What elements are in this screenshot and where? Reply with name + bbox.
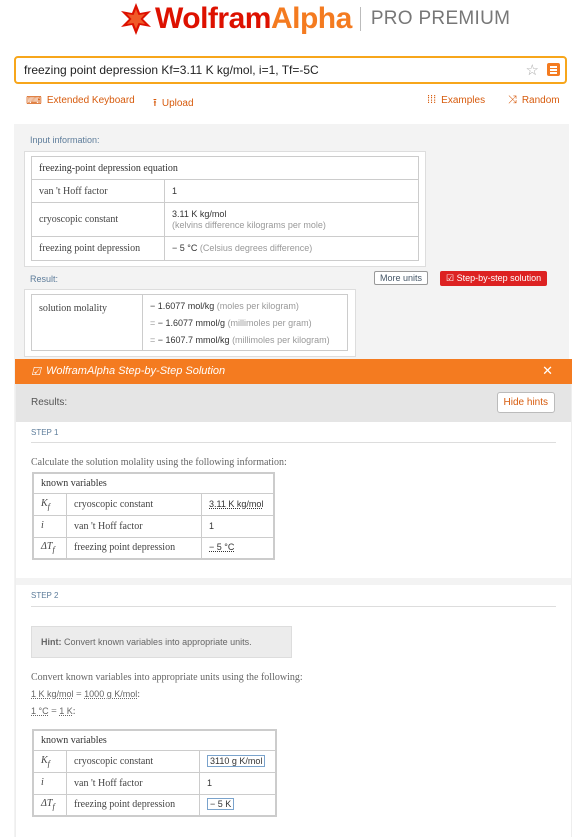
results-bar — [16, 384, 571, 422]
examples-label: Examples — [441, 94, 486, 106]
known-variable-row: $K_f$ cryoscopic constant 3110 g K/mol — [33, 750, 276, 772]
input-row-name: van 't Hoff factor — [32, 180, 165, 203]
step-2-text: Convert known variables into appropriate units using the following: — [31, 672, 303, 683]
step-2-known-variables-table — [32, 729, 277, 817]
wolfram-star-icon — [119, 2, 153, 36]
equation-header: freezing-point depression equation — [32, 157, 419, 180]
random-label: Random — [521, 95, 560, 106]
input-row-note: (Celsius degrees difference) — [199, 243, 313, 253]
step-2-divider — [31, 606, 556, 607]
extended-keyboard-label: Extended Keyboard — [46, 95, 135, 106]
result-table — [31, 294, 348, 351]
known-variable-row: i van 't Hoff factor 1 — [33, 515, 274, 537]
step-by-step-header — [15, 359, 572, 384]
known-variable-row: $\Delta T_f$ freezing point depression − 5 °C — [33, 537, 274, 559]
pro-premium-label: PRO PREMIUM — [370, 8, 511, 29]
step-separator — [16, 578, 571, 585]
input-row-value: − 5 °C — [172, 243, 198, 253]
logo-divider — [360, 7, 361, 31]
examples-button[interactable] — [427, 94, 485, 106]
input-row-value: 1 — [172, 185, 178, 196]
step-1-known-variables-table — [32, 472, 275, 560]
input-row-note: (kelvins difference kilograms per mole) — [172, 219, 326, 230]
random-button[interactable] — [508, 94, 560, 107]
step-by-step-label: Step-by-step solution — [456, 273, 542, 283]
input-information-label: Input information: — [30, 135, 100, 145]
result-label: Result: — [30, 274, 59, 284]
upload-icon: ⭱ — [153, 97, 157, 109]
step-1-label: STEP 1 — [31, 428, 59, 437]
step-by-step-icon: ☑ — [31, 366, 41, 378]
conversion-2: 1 °C = 1 K: — [31, 706, 76, 717]
input-row-name: cryoscopic constant — [32, 203, 165, 237]
step-by-step-body — [15, 384, 572, 837]
extended-keyboard-button[interactable] — [26, 94, 135, 107]
known-variable-row: $K_f$ cryoscopic constant 3.11 K kg/mol — [33, 493, 274, 515]
known-variables-header: known variables — [33, 473, 274, 493]
keyboard-icon: ⌨ — [26, 95, 42, 107]
upload-button[interactable] — [153, 94, 194, 113]
hint-box — [31, 626, 292, 658]
header — [0, 0, 575, 44]
shuffle-icon: ⤨ — [508, 94, 517, 106]
hide-hints-button[interactable]: Hide hints — [497, 392, 555, 413]
known-variable-row: $\Delta T_f$ freezing point depression − 5 K — [33, 794, 276, 816]
input-toolbar — [0, 94, 575, 108]
search-input[interactable] — [24, 61, 504, 79]
step-by-step-button[interactable] — [440, 271, 547, 286]
results-label: Results: — [31, 397, 68, 408]
result-line: − 1.6077 mol/kg (moles per kilogram) — [150, 301, 299, 311]
step-2-label: STEP 2 — [31, 591, 59, 600]
more-units-button[interactable]: More units — [374, 271, 428, 285]
star-icon[interactable]: ☆ — [525, 62, 539, 79]
result-line: = − 1607.7 mmol/kg (millimoles per kilogram) — [150, 335, 330, 345]
known-variables-header: known variables — [33, 730, 276, 750]
upload-label: Upload — [161, 98, 194, 109]
close-icon[interactable]: ✕ — [542, 363, 553, 378]
wolframalpha-logo[interactable] — [119, 2, 510, 36]
hint-text: Convert known variables into appropriate units. — [64, 637, 252, 647]
step-by-step-title: WolframAlpha Step-by-Step Solution — [46, 365, 226, 377]
input-row-name: freezing point depression — [32, 237, 165, 261]
known-variable-row: i van 't Hoff factor 1 — [33, 772, 276, 794]
logo-wolfram-text: Wolfram — [155, 2, 271, 35]
hint-label: Hint: — [41, 637, 62, 647]
step-1-divider — [31, 442, 556, 443]
input-information-table — [31, 156, 419, 261]
result-line: = − 1.6077 mmol/g (millimoles per gram) — [150, 318, 312, 328]
grid-icon: ⁞⁞⁞ — [427, 94, 437, 106]
menu-icon[interactable] — [547, 63, 560, 76]
step-1-text: Calculate the solution molality using the following information: — [31, 457, 287, 468]
logo-alpha-text: Alpha — [270, 2, 352, 35]
checkbox-icon: ☑ — [446, 273, 455, 283]
input-row-value: 3.11 K kg/mol — [172, 208, 227, 219]
search-bar — [14, 56, 567, 84]
result-name: solution molality — [32, 295, 143, 351]
conversion-1: 1 K kg/mol = 1000 g K/mol: — [31, 689, 140, 700]
